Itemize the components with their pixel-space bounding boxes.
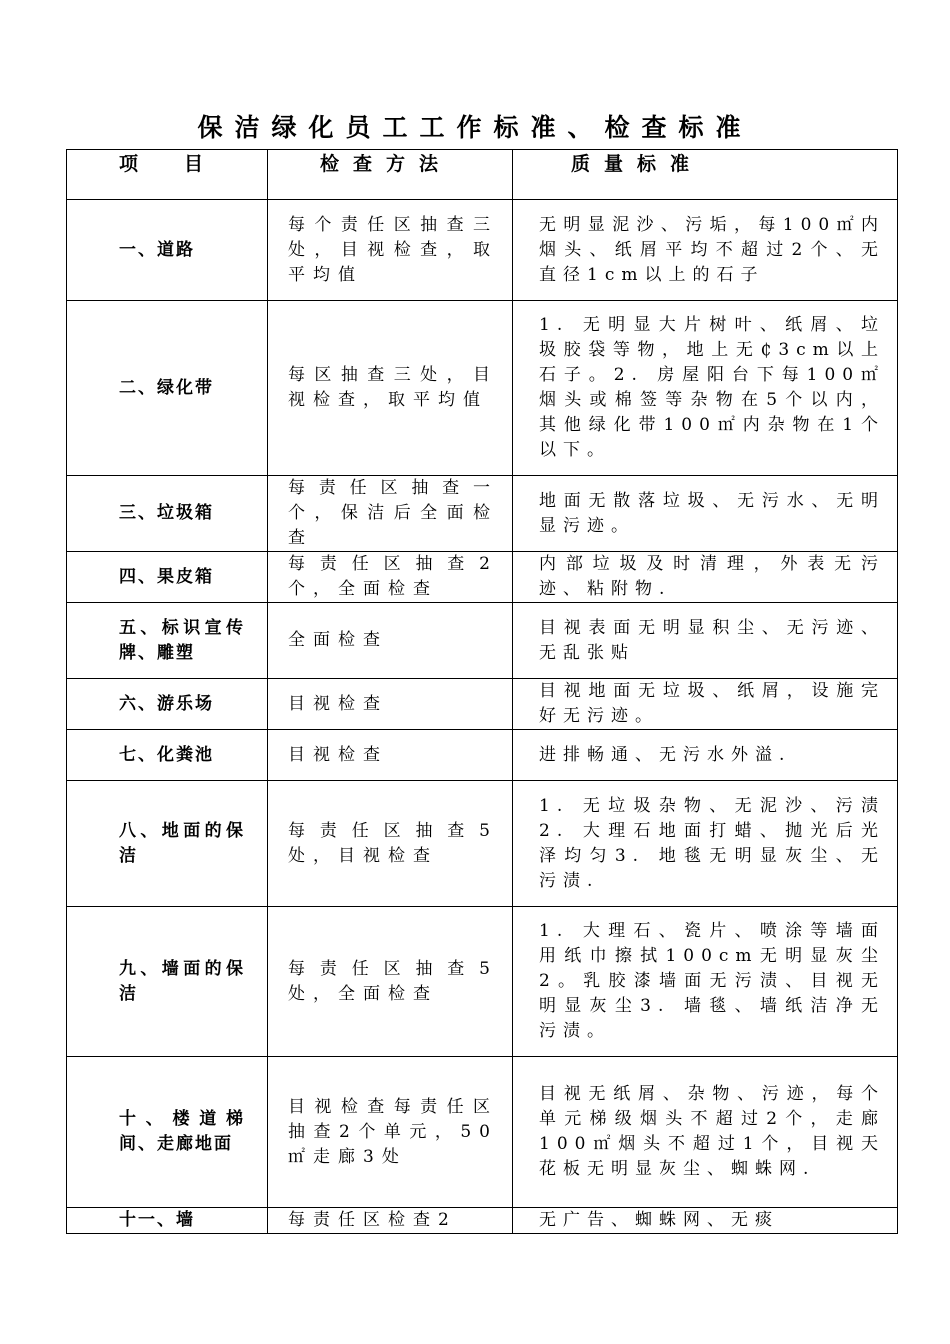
row-method: 全面检查 (268, 603, 513, 679)
row-method: 每个责任区抽查三处，目视检查，取平均值 (268, 200, 513, 301)
row-item: 七、化粪池 (67, 730, 268, 781)
table-header-row (67, 150, 898, 200)
table-row (67, 552, 898, 603)
row-standard: 内部垃圾及时清理，外表无污迹、粘附物. (513, 552, 898, 603)
table-row (67, 781, 898, 907)
table-row (67, 301, 898, 476)
table-row (67, 1208, 898, 1234)
row-item: 八、地面的保洁 (67, 781, 268, 907)
row-method: 每责任区抽查2个，全面检查 (268, 552, 513, 603)
row-method: 每责任区抽查5处，目视检查 (268, 781, 513, 907)
row-method: 每责任区抽查一个，保洁后全面检查 (268, 476, 513, 552)
row-standard: 无明显泥沙、污垢，每100㎡内烟头、纸屑平均不超过2个、无直径1cm以上的石子 (513, 200, 898, 301)
row-item: 一、道路 (67, 200, 268, 301)
table-row (67, 679, 898, 730)
row-standard: 1. 大理石、瓷片、喷涂等墙面用纸巾擦拭100cm无明显灰尘2。乳胶漆墙面无污渍、目视无明显灰尘3. 墙毯、墙纸洁净无污渍。 (513, 907, 898, 1057)
table-row (67, 730, 898, 781)
row-item: 九、墙面的保洁 (67, 907, 268, 1057)
row-item: 六、游乐场 (67, 679, 268, 730)
row-standard: 目视表面无明显积尘、无污迹、无乱张贴 (513, 603, 898, 679)
row-standard: 无广告、蜘蛛网、无痰 (513, 1208, 898, 1234)
row-standard: 目视无纸屑、杂物、污迹，每个单元梯级烟头不超过2个，走廊100㎡烟头不超过1个，目视天花板无明显灰尘、蜘蛛网. (513, 1057, 898, 1208)
table-row (67, 200, 898, 301)
row-item: 四、果皮箱 (67, 552, 268, 603)
table-row (67, 603, 898, 679)
row-method: 每责任区抽查5处，全面检查 (268, 907, 513, 1057)
row-method: 目视检查 (268, 730, 513, 781)
row-standard: 地面无散落垃圾、无污水、无明显污迹。 (513, 476, 898, 552)
table-row (67, 1057, 898, 1208)
row-standard: 1. 无垃圾杂物、无泥沙、污渍2. 大理石地面打蜡、抛光后光泽均匀3. 地毯无明显灰尘、无污渍. (513, 781, 898, 907)
row-standard: 进排畅通、无污水外溢. (513, 730, 898, 781)
row-item: 十一、墙 (67, 1208, 268, 1234)
header-standard: 质量标准 (513, 150, 898, 200)
header-item: 项目 (67, 150, 268, 200)
header-method: 检查方法 (268, 150, 513, 200)
row-method: 每区抽查三处，目视检查，取平均值 (268, 301, 513, 476)
row-standard: 目视地面无垃圾、纸屑，设施完好无污迹。 (513, 679, 898, 730)
table-row (67, 907, 898, 1057)
row-item: 五、标识宣传牌、雕塑 (67, 603, 268, 679)
row-method: 目视检查 (268, 679, 513, 730)
row-standard: 1. 无明显大片树叶、纸屑、垃圾胶袋等物，地上无₵3cm以上石子。2. 房屋阳台下每100㎡烟头或棉签等杂物在5个以内，其他绿化带100㎡内杂物在1个以下。 (513, 301, 898, 476)
row-item: 三、垃圾箱 (67, 476, 268, 552)
standards-table (66, 149, 898, 1234)
row-method: 目视检查每责任区抽查2个单元，50㎡走廊3处 (268, 1057, 513, 1208)
document-title: 保洁绿化员工工作标准、检查标准 (197, 113, 753, 142)
table-row (67, 476, 898, 552)
row-item: 十、楼道梯间、走廊地面 (67, 1057, 268, 1208)
row-method: 每责任区检查2 (268, 1208, 513, 1234)
row-item: 二、绿化带 (67, 301, 268, 476)
